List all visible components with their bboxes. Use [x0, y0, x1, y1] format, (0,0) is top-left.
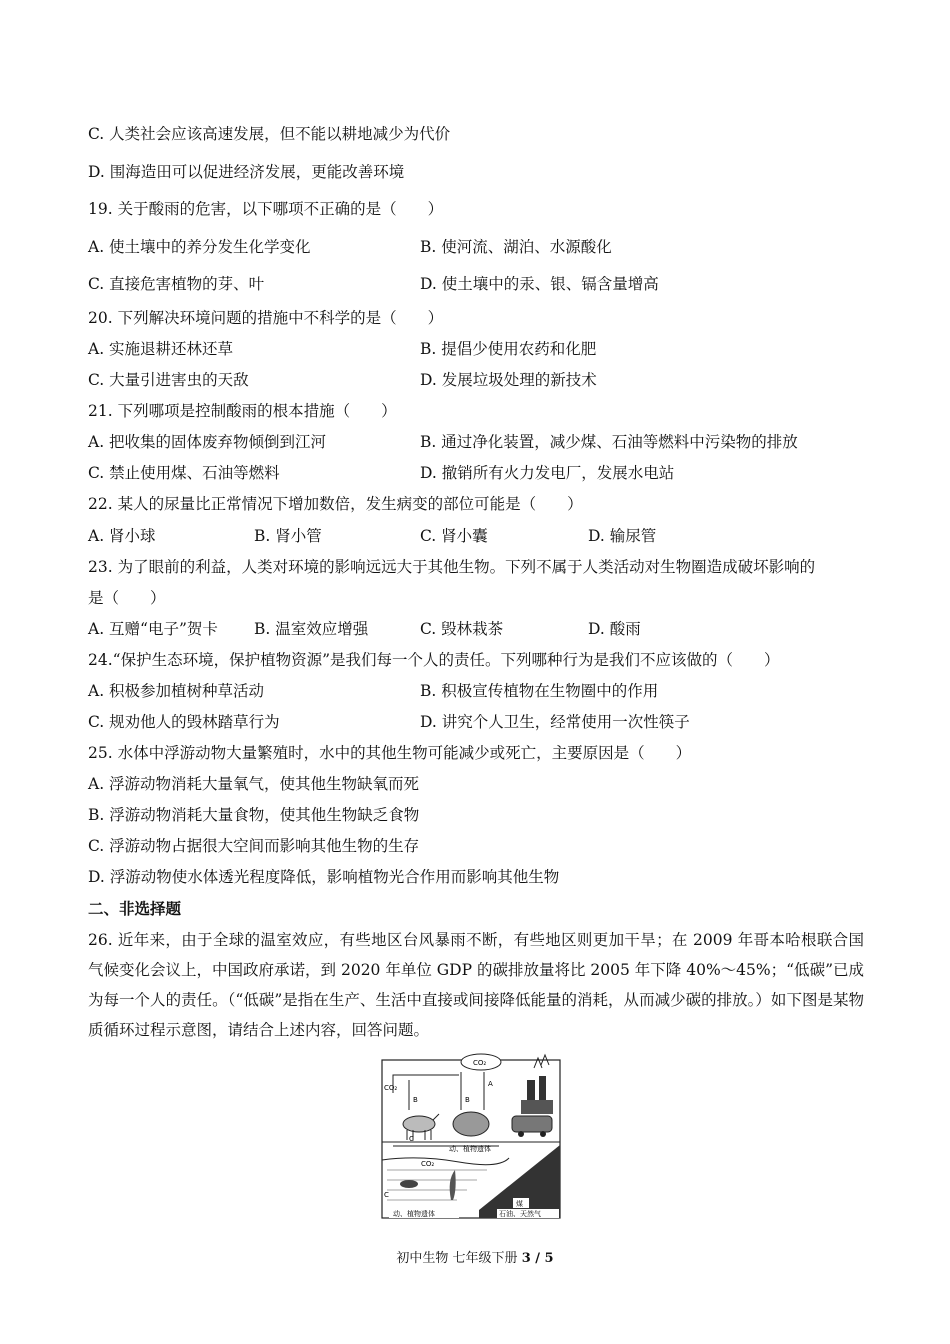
label-c2: C — [384, 1191, 389, 1199]
q20-option-a: A. 实施退耕还林还草 — [88, 340, 234, 358]
cow-icon — [403, 1116, 435, 1132]
co2-water-label: CO₂ — [421, 1160, 435, 1168]
q19-stem: 19. 关于酸雨的危害，以下哪项不正确的是（ ） — [88, 200, 444, 218]
q25-option-c: C. 浮游动物占据很大空间而影响其他生物的生存 — [88, 837, 420, 855]
q20-option-b: B. 提倡少使用农药和化肥 — [420, 340, 597, 358]
q22-option-c: C. 肾小囊 — [420, 527, 488, 545]
q22-option-d: D. 输尿管 — [588, 527, 657, 545]
carbon-cycle-diagram — [379, 1050, 562, 1222]
section-heading: 二、非选择题 — [88, 899, 182, 918]
q24-option-b: B. 积极宣传植物在生物圈中的作用 — [420, 682, 659, 700]
q24-option-a: A. 积极参加植树种草活动 — [88, 682, 265, 700]
q21-stem: 21. 下列哪项是控制酸雨的根本措施（ ） — [88, 402, 397, 420]
fossil-fuel-label: 石油、天然气 — [499, 1210, 541, 1218]
q22-option-a: A. 肾小球 — [88, 527, 156, 545]
q23-option-a: A. 互赠“电子”贺卡 — [88, 620, 218, 638]
co2-left-label: CO₂ — [384, 1084, 398, 1092]
q23-stem-line1: 23. 为了眼前的利益，人类对环境的影响远远大于其他生物。下列不属于人类活动对生物圈造成破坏影响的 — [88, 558, 816, 576]
q25-option-b: B. 浮游动物消耗大量食物，使其他生物缺乏食物 — [88, 806, 420, 824]
q22-stem: 22. 某人的尿量比正常情况下增加数倍，发生病变的部位可能是（ ） — [88, 495, 583, 513]
q24-option-d: D. 讲究个人卫生，经常使用一次性筷子 — [420, 713, 690, 731]
q19-option-c: C. 直接危害植物的芽、叶 — [88, 275, 265, 293]
remains-label-2: 动、植物遗体 — [393, 1210, 435, 1218]
chimney-icon-2 — [539, 1076, 546, 1102]
label-b2: B — [465, 1096, 470, 1104]
q23-stem-line2: 是（ ） — [88, 589, 166, 607]
tree-icon — [453, 1112, 489, 1136]
q20-option-d: D. 发展垃圾处理的新技术 — [420, 371, 597, 389]
q18-option-d: D. 围海造田可以促进经济发展，更能改善环境 — [88, 163, 405, 181]
wheel-icon — [518, 1131, 524, 1137]
label-a: A — [488, 1080, 493, 1088]
remains-label-1: 动、植物遗体 — [449, 1145, 491, 1153]
co2-top-label: CO₂ — [473, 1059, 487, 1067]
q23-option-d: D. 酸雨 — [588, 620, 641, 638]
q23-option-c: C. 毁林栽茶 — [420, 620, 504, 638]
q21-option-a: A. 把收集的固体废弃物倾倒到江河 — [88, 433, 327, 451]
page-number: 3 / 5 — [521, 1251, 554, 1266]
footer-title: 初中生物 七年级下册 — [396, 1251, 522, 1266]
q21-option-d: D. 撤销所有火力发电厂，发展水电站 — [420, 464, 675, 482]
label-b1: B — [413, 1096, 418, 1104]
q25-stem: 25. 水体中浮游动物大量繁殖时，水中的其他生物可能减少或死亡，主要原因是（ ） — [88, 744, 692, 762]
car-icon — [512, 1116, 552, 1132]
q22-option-b: B. 肾小管 — [254, 527, 322, 545]
q25-option-d: D. 浮游动物使水体透光程度降低，影响植物光合作用而影响其他生物 — [88, 868, 560, 886]
q23-option-b: B. 温室效应增强 — [254, 620, 369, 638]
q21-option-b: B. 通过净化装置，减少煤、石油等燃料中污染物的排放 — [420, 433, 798, 451]
page-footer — [0, 1247, 950, 1266]
q24-stem: 24.“保护生态环境，保护植物资源”是我们每一个人的责任。下列哪种行为是我们不应该做的（ ） — [88, 651, 780, 669]
q18-option-c: C. 人类社会应该高速发展，但不能以耕地减少为代价 — [88, 125, 451, 143]
q19-option-d: D. 使土壤中的汞、银、镉含量增高 — [420, 275, 659, 293]
q20-option-c: C. 大量引进害虫的天敌 — [88, 371, 249, 389]
q24-option-c: C. 规劝他人的毁林踏草行为 — [88, 713, 280, 731]
q21-option-c: C. 禁止使用煤、石油等燃料 — [88, 464, 280, 482]
q20-stem: 20. 下列解决环境问题的措施中不科学的是（ ） — [88, 309, 444, 327]
q19-option-a: A. 使土壤中的养分发生化学变化 — [88, 238, 311, 256]
chimney-icon — [527, 1080, 535, 1102]
label-c1: C — [409, 1135, 414, 1143]
factory-icon — [521, 1100, 553, 1114]
wheel-icon-2 — [540, 1131, 546, 1137]
fish-icon — [400, 1180, 418, 1188]
coal-label: 煤 — [516, 1200, 523, 1208]
q25-option-a: A. 浮游动物消耗大量氧气，使其他生物缺氧而死 — [88, 775, 420, 793]
q19-option-b: B. 使河流、湖泊、水源酸化 — [420, 238, 612, 256]
q26-text: 26. 近年来，由于全球的温室效应，有些地区台风暴雨不断，有些地区则更加干旱；在 2009 年哥本哈根联合国气候变化会议上，中国政府承诺，到 2020 年单位 GDP 的碳排放量将比 2005 年下降 40%～45%；“低碳”已成为每一个人的责任。（“低碳”是指在生产、生活中直接或间接降低能量的消耗，从而减少碳的排放。）如下图是某物质循环过程示意图，请结合上述内容，回答问题。 — [88, 931, 864, 1039]
